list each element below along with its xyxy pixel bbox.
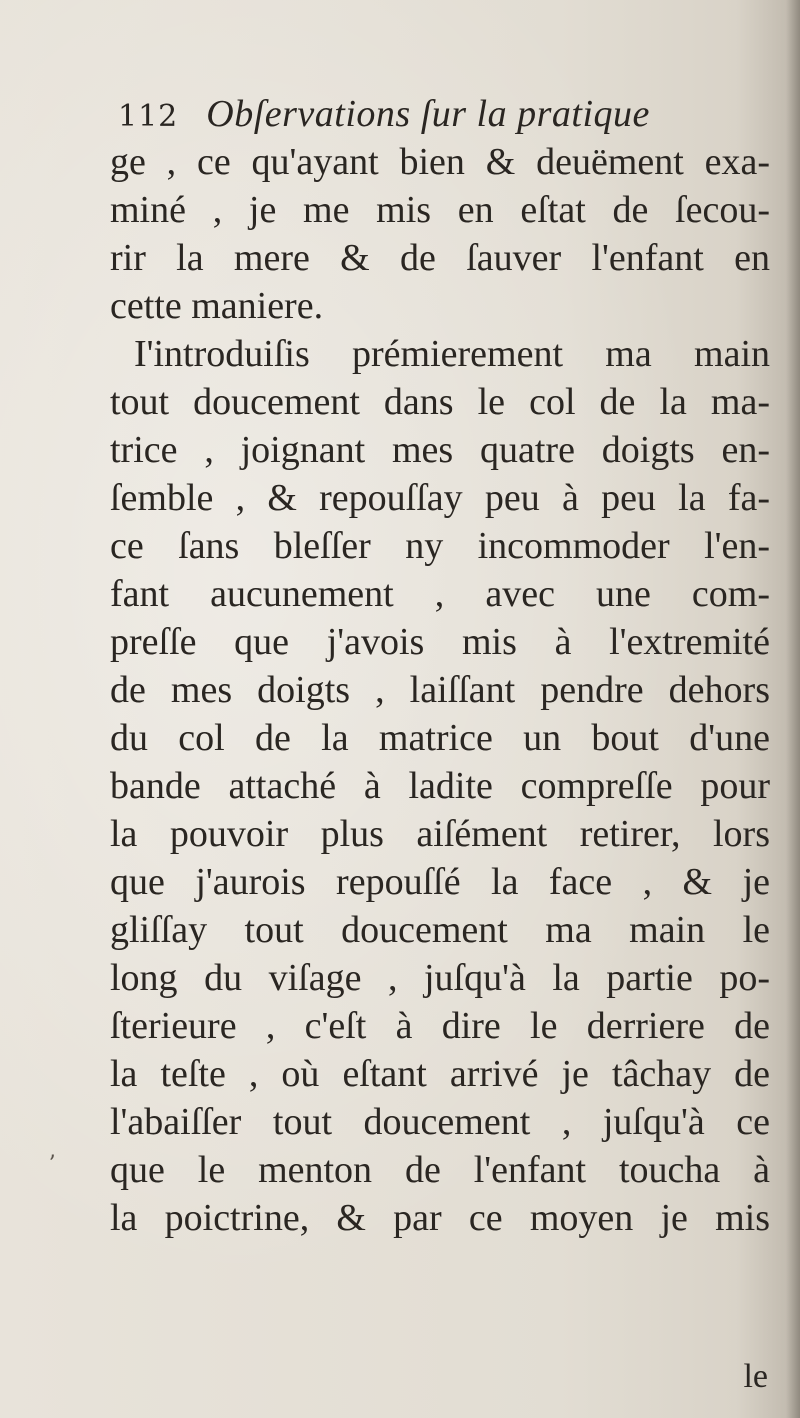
text-line: la pouvoir plus aiſément retirer, lors xyxy=(110,813,770,855)
text-line: long du viſage , juſqu'à la partie po- xyxy=(110,957,770,999)
text-line: que j'aurois repouſſé la face , & je xyxy=(110,861,770,903)
text-line: rir la mere & de ſauver l'enfant en xyxy=(110,237,770,279)
body-text xyxy=(110,138,770,1242)
page-number: 112 xyxy=(118,99,179,134)
text-line: ſemble , & repouſſay peu à peu la fa- xyxy=(110,477,770,519)
text-line: gliſſay tout doucement ma main le xyxy=(110,909,770,951)
text-line: bande attaché à ladite compreſſe pour xyxy=(110,765,770,807)
text-line: ge , ce qu'ayant bien & deuëment exa- xyxy=(110,141,770,183)
page-edge-shadow xyxy=(786,0,800,1418)
text-line: ce ſans bleſſer ny incommoder l'en- xyxy=(110,525,770,567)
margin-mark: ʼ xyxy=(48,1152,55,1177)
text-line: preſſe que j'avois mis à l'extremité xyxy=(110,621,770,663)
text-line: trice , joignant mes quatre doigts en- xyxy=(110,429,770,471)
text-line: du col de la matrice un bout d'une xyxy=(110,717,770,759)
text-line: miné , je me mis en eſtat de ſecou- xyxy=(110,189,770,231)
text-line: tout doucement dans le col de la ma- xyxy=(110,381,770,423)
running-title: Obſervations ſur la pratique xyxy=(206,93,650,135)
text-line: cette maniere. xyxy=(110,285,324,327)
text-line: que le menton de l'enfant toucha à xyxy=(110,1149,770,1191)
text-line: la poictrine, & par ce moyen je mis xyxy=(110,1197,770,1239)
text-line: fant aucunement , avec une com- xyxy=(110,573,770,615)
text-line: ſterieure , c'eſt à dire le derriere de xyxy=(110,1005,770,1047)
text-line: la teſte , où eſtant arrivé je tâchay de xyxy=(110,1053,770,1095)
text-line: I'introduiſis prémierement ma main xyxy=(134,333,770,375)
running-header xyxy=(118,92,758,140)
catchword: le xyxy=(743,1358,768,1395)
text-line: l'abaiſſer tout doucement , juſqu'à ce xyxy=(110,1101,770,1143)
text-line: de mes doigts , laiſſant pendre dehors xyxy=(110,669,770,711)
